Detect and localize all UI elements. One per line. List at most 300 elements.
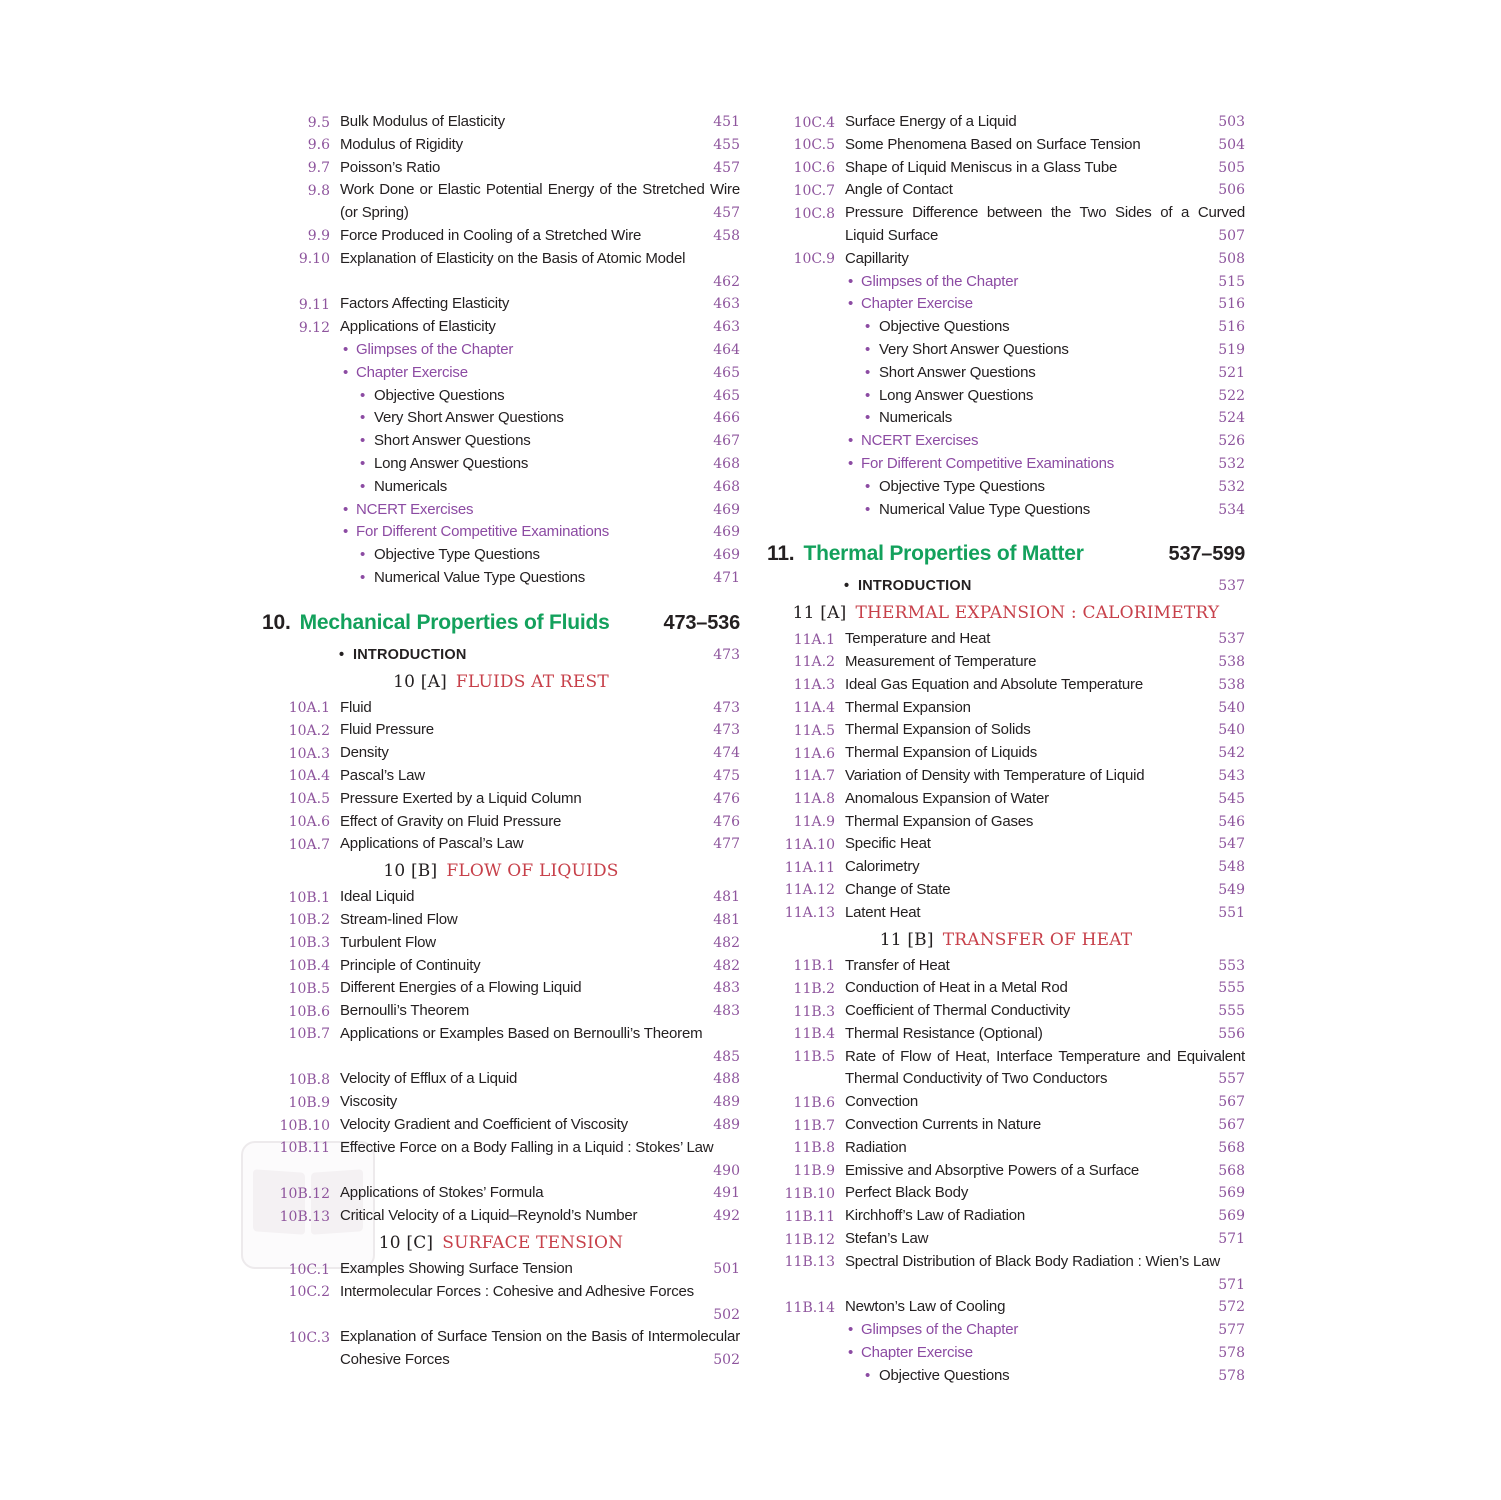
entry-page-number: 505 xyxy=(1218,159,1245,176)
entry-title: Effect of Gravity on Fluid Pressure 476 xyxy=(340,811,740,834)
entry-number: 10C.8 xyxy=(793,205,835,222)
entry-number: 11B.12 xyxy=(784,1231,835,1248)
entry-number: 9.5 xyxy=(307,114,330,131)
entry-page-number: 521 xyxy=(1218,364,1245,381)
entry-page-number: 457 xyxy=(713,205,740,222)
entry-title: Shape of Liquid Meniscus in a Glass Tube 505 xyxy=(845,157,1245,180)
entry-title: Perfect Black Body 569 xyxy=(845,1182,1245,1205)
entry-number: 11B.2 xyxy=(793,980,835,997)
entry-title: • Numericals 524 xyxy=(879,407,1245,430)
part-label: 10 [A] xyxy=(393,671,447,692)
entry-number: 9.12 xyxy=(298,319,330,336)
toc-entry xyxy=(767,1228,1245,1251)
entry-title: Thermal Resistance (Optional) 556 xyxy=(845,1023,1245,1046)
entry-page-number: 473 xyxy=(713,699,740,716)
entry-title: Rate of Flow of Heat, Interface Temperature and Equivalent Thermal Conductivity of Two Conductors 557 xyxy=(845,1046,1245,1092)
entry-number: 11A.6 xyxy=(793,745,835,762)
toc-entry xyxy=(767,1114,1245,1137)
toc-entry xyxy=(767,879,1245,902)
entry-page-number: 481 xyxy=(713,911,740,928)
entry-title: Thermal Expansion of Solids 540 xyxy=(845,719,1245,742)
entry-page-number: 555 xyxy=(1218,1003,1245,1020)
entry-title: • Short Answer Questions 521 xyxy=(879,362,1245,385)
entry-title: • Objective Questions 465 xyxy=(374,385,740,408)
toc-entry xyxy=(262,1182,740,1205)
entry-title: Conduction of Heat in a Metal Rod 555 xyxy=(845,977,1245,1000)
chapter-page-range: 537–599 xyxy=(1168,543,1245,566)
toc-entry xyxy=(262,1000,740,1023)
entry-page-number: 485 xyxy=(713,1048,740,1065)
entry-page-number: 504 xyxy=(1218,136,1245,153)
entry-title: Capillarity 508 xyxy=(845,248,1245,271)
entry-number: 9.8 xyxy=(307,182,330,199)
entry-title: • Glimpses of the Chapter 577 xyxy=(861,1319,1245,1342)
entry-title: Force Produced in Cooling of a Stretched Wire 458 xyxy=(340,225,740,248)
toc-entry xyxy=(767,651,1245,674)
part-label: 11 [B] xyxy=(879,929,934,950)
entry-number: 10C.5 xyxy=(793,137,835,154)
entry-title: • For Different Competitive Examinations 469 xyxy=(356,521,740,544)
entry-number: 11A.3 xyxy=(793,677,835,694)
entry-page-number: 567 xyxy=(1218,1117,1245,1134)
entry-title: Viscosity 489 xyxy=(340,1091,740,1114)
entry-page-number: 465 xyxy=(713,387,740,404)
entry-title: Explanation of Surface Tension on the Basis of Intermolecular Cohesive Forces 502 xyxy=(340,1326,740,1372)
entry-title: Bernoulli’s Theorem 483 xyxy=(340,1000,740,1023)
entry-number: 10C.4 xyxy=(793,114,835,131)
entry-page-number: 557 xyxy=(1218,1071,1245,1088)
entry-title: Surface Energy of a Liquid 503 xyxy=(845,111,1245,134)
entry-title: Anomalous Expansion of Water 545 xyxy=(845,788,1245,811)
toc-part-heading xyxy=(262,857,740,885)
entry-page-number: 508 xyxy=(1218,250,1245,267)
entry-page-number: 476 xyxy=(713,790,740,807)
entry-title: Measurement of Temperature 538 xyxy=(845,651,1245,674)
toc-chapter-heading xyxy=(767,539,1245,569)
entry-number: 9.11 xyxy=(298,296,330,313)
entry-page-number: 540 xyxy=(1218,699,1245,716)
entry-number: 10C.7 xyxy=(793,182,835,199)
part-title: FLOW OF LIQUIDS xyxy=(446,861,619,882)
entry-page-number: 567 xyxy=(1218,1094,1245,1111)
entry-page-number: 469 xyxy=(713,547,740,564)
entry-title: • Numerical Value Type Questions 534 xyxy=(879,499,1245,522)
toc-subbullet-item xyxy=(262,407,740,430)
toc-entry xyxy=(262,1258,740,1281)
entry-page-number: 462 xyxy=(713,273,740,290)
entry-page-number: 537 xyxy=(1218,578,1245,595)
entry-title: Velocity of Efflux of a Liquid 488 xyxy=(340,1068,740,1091)
entry-title: Applications or Examples Based on Bernoulli’s Theorem 485 xyxy=(340,1023,740,1069)
toc-entry xyxy=(262,316,740,339)
entry-page-number: 473 xyxy=(713,722,740,739)
entry-number: 9.9 xyxy=(307,228,330,245)
entry-number: 10A.5 xyxy=(288,791,330,808)
entry-page-number: 522 xyxy=(1218,387,1245,404)
entry-title: Applications of Elasticity 463 xyxy=(340,316,740,339)
entry-page-number: 538 xyxy=(1218,653,1245,670)
entry-title: • Numericals 468 xyxy=(374,476,740,499)
entry-page-number: 569 xyxy=(1218,1208,1245,1225)
entry-number: 11A.1 xyxy=(793,631,835,648)
entry-number: 11B.11 xyxy=(784,1208,835,1225)
entry-page-number: 571 xyxy=(1218,1231,1245,1248)
entry-number: 10A.6 xyxy=(288,814,330,831)
entry-page-number: 524 xyxy=(1218,410,1245,427)
entry-number: 9.10 xyxy=(298,251,330,268)
toc-entry xyxy=(767,719,1245,742)
toc-entry xyxy=(767,1160,1245,1183)
entry-page-number: 548 xyxy=(1218,859,1245,876)
toc-part-heading xyxy=(767,599,1245,627)
toc-part-heading xyxy=(262,1229,740,1257)
entry-title: Ideal Gas Equation and Absolute Temperature 538 xyxy=(845,674,1245,697)
toc-entry xyxy=(262,1023,740,1069)
entry-number: 10C.9 xyxy=(793,251,835,268)
toc-entry xyxy=(767,202,1245,248)
toc-subbullet-item xyxy=(262,476,740,499)
entry-title: • INTRODUCTION 473 xyxy=(353,644,740,667)
entry-title: • Very Short Answer Questions 519 xyxy=(879,339,1245,362)
toc-entry xyxy=(262,742,740,765)
entry-title: Pressure Difference between the Two Sides of a Curved Liquid Surface 507 xyxy=(845,202,1245,248)
toc-subbullet-item xyxy=(767,407,1245,430)
toc-entry xyxy=(767,697,1245,720)
chapter-title: Mechanical Properties of Fluids xyxy=(299,610,610,634)
entry-page-number: 516 xyxy=(1218,296,1245,313)
entry-page-number: 451 xyxy=(713,114,740,130)
entry-title: Latent Heat 551 xyxy=(845,902,1245,925)
entry-title: Principle of Continuity 482 xyxy=(340,955,740,978)
toc-entry xyxy=(767,1000,1245,1023)
entry-title: Velocity Gradient and Coefficient of Viscosity 489 xyxy=(340,1114,740,1137)
entry-number: 10B.12 xyxy=(279,1185,330,1202)
entry-page-number: 463 xyxy=(713,296,740,313)
entry-page-number: 572 xyxy=(1218,1299,1245,1316)
entry-title: • Chapter Exercise 465 xyxy=(356,362,740,385)
entry-title: Specific Heat 547 xyxy=(845,833,1245,856)
entry-page-number: 547 xyxy=(1218,836,1245,853)
entry-page-number: 532 xyxy=(1218,455,1245,472)
entry-title: • INTRODUCTION 537 xyxy=(858,575,1245,598)
entry-title: • Objective Questions 578 xyxy=(879,1365,1245,1388)
toc-entry xyxy=(767,248,1245,271)
toc-entry xyxy=(262,1326,740,1372)
toc-bullet-item xyxy=(767,1342,1245,1365)
entry-title: Fluid Pressure 473 xyxy=(340,719,740,742)
toc-entry xyxy=(262,1091,740,1114)
toc-entry xyxy=(262,765,740,788)
toc-entry xyxy=(262,1281,740,1327)
chapter-title: Thermal Properties of Matter xyxy=(803,542,1084,566)
entry-title: • Long Answer Questions 468 xyxy=(374,453,740,476)
entry-title: • Glimpses of the Chapter 464 xyxy=(356,339,740,362)
entry-page-number: 555 xyxy=(1218,980,1245,997)
entry-page-number: 568 xyxy=(1218,1139,1245,1156)
entry-number: 11A.4 xyxy=(793,700,835,717)
entry-page-number: 556 xyxy=(1218,1025,1245,1042)
toc-entry xyxy=(767,742,1245,765)
entry-title: Thermal Expansion of Liquids 542 xyxy=(845,742,1245,765)
entry-page-number: 490 xyxy=(713,1162,740,1179)
toc-entry xyxy=(767,1023,1245,1046)
entry-number: 9.6 xyxy=(307,137,330,154)
entry-title: Pressure Exerted by a Liquid Column 476 xyxy=(340,788,740,811)
toc-entry xyxy=(262,1205,740,1228)
entry-title: Kirchhoff’s Law of Radiation 569 xyxy=(845,1205,1245,1228)
toc-entry xyxy=(262,1137,740,1183)
entry-title: Work Done or Elastic Potential Energy of the Stretched Wire (or Spring) 457 xyxy=(340,179,740,225)
part-title: FLUIDS AT REST xyxy=(455,671,609,692)
entry-page-number: 502 xyxy=(713,1306,740,1323)
entry-number: 11B.8 xyxy=(793,1140,835,1157)
entry-title: Spectral Distribution of Black Body Radiation : Wien’s Law 571 xyxy=(845,1251,1245,1297)
entry-number: 10B.8 xyxy=(288,1071,330,1088)
toc-entry xyxy=(767,157,1245,180)
entry-page-number: 578 xyxy=(1218,1345,1245,1362)
entry-number: 10B.11 xyxy=(279,1140,330,1157)
entry-title: Bulk Modulus of Elasticity 451 xyxy=(340,111,740,134)
entry-title: Stream-lined Flow 481 xyxy=(340,909,740,932)
entry-title: Transfer of Heat 553 xyxy=(845,955,1245,978)
toc-bullet-item xyxy=(262,499,740,522)
toc-bullet-item xyxy=(767,430,1245,453)
entry-page-number: 502 xyxy=(713,1352,740,1369)
entry-page-number: 542 xyxy=(1218,745,1245,762)
toc-entry xyxy=(767,902,1245,925)
part-label: 10 [C] xyxy=(378,1233,434,1254)
entry-number: 10B.3 xyxy=(288,935,330,952)
toc-entry xyxy=(262,248,740,294)
entry-number: 10B.5 xyxy=(288,980,330,997)
entry-title: Thermal Expansion of Gases 546 xyxy=(845,811,1245,834)
entry-title: Newton’s Law of Cooling 572 xyxy=(845,1296,1245,1319)
entry-page-number: 468 xyxy=(713,478,740,495)
entry-title: Ideal Liquid 481 xyxy=(340,886,740,909)
entry-page-number: 515 xyxy=(1218,273,1245,290)
toc-entry xyxy=(767,955,1245,978)
chapter-number: 11. xyxy=(767,542,795,566)
entry-page-number: 549 xyxy=(1218,881,1245,898)
entry-number: 11A.2 xyxy=(793,654,835,671)
entry-number: 10C.3 xyxy=(288,1329,330,1346)
entry-page-number: 473 xyxy=(713,646,740,663)
entry-title: Explanation of Elasticity on the Basis of Atomic Model 462 xyxy=(340,248,740,294)
toc-bullet-item xyxy=(262,339,740,362)
entry-page-number: 464 xyxy=(713,341,740,358)
entry-title: Stefan’s Law 571 xyxy=(845,1228,1245,1251)
entry-title: • Chapter Exercise 578 xyxy=(861,1342,1245,1365)
entry-page-number: 546 xyxy=(1218,813,1245,830)
entry-page-number: 503 xyxy=(1218,114,1245,130)
entry-title: Convection 567 xyxy=(845,1091,1245,1114)
entry-page-number: 577 xyxy=(1218,1322,1245,1339)
toc-entry xyxy=(767,977,1245,1000)
entry-page-number: 571 xyxy=(1218,1276,1245,1293)
toc-entry xyxy=(767,788,1245,811)
entry-title: Emissive and Absorptive Powers of a Surface 568 xyxy=(845,1160,1245,1183)
entry-number: 11A.12 xyxy=(784,882,835,899)
toc-entry xyxy=(262,719,740,742)
entry-page-number: 551 xyxy=(1218,904,1245,921)
entry-page-number: 538 xyxy=(1218,676,1245,693)
entry-number: 11A.8 xyxy=(793,791,835,808)
entry-title: Poisson’s Ratio 457 xyxy=(340,157,740,180)
entry-title: Modulus of Rigidity 455 xyxy=(340,134,740,157)
entry-number: 11B.7 xyxy=(793,1117,835,1134)
toc-entry xyxy=(262,697,740,720)
entry-page-number: 466 xyxy=(713,410,740,427)
toc-column-right xyxy=(767,111,1245,1388)
entry-title: Coefficient of Thermal Conductivity 555 xyxy=(845,1000,1245,1023)
entry-number: 9.7 xyxy=(307,160,330,177)
entry-page-number: 467 xyxy=(713,433,740,450)
toc-entry xyxy=(262,111,740,134)
chapter-number: 10. xyxy=(262,610,291,634)
entry-title: Angle of Contact 506 xyxy=(845,179,1245,202)
entry-title: • Long Answer Questions 522 xyxy=(879,385,1245,408)
entry-title: • Very Short Answer Questions 466 xyxy=(374,407,740,430)
toc-bullet-item xyxy=(262,521,740,544)
entry-number: 10B.2 xyxy=(288,912,330,929)
toc-entry xyxy=(262,134,740,157)
toc-entry xyxy=(767,1091,1245,1114)
entry-number: 11B.14 xyxy=(784,1299,835,1316)
toc-subbullet-item xyxy=(767,316,1245,339)
entry-number: 10A.1 xyxy=(288,700,330,717)
toc-bullet-item xyxy=(767,1319,1245,1342)
entry-title: Thermal Expansion 540 xyxy=(845,697,1245,720)
entry-page-number: 506 xyxy=(1218,182,1245,199)
entry-number: 10B.4 xyxy=(288,958,330,974)
entry-title: Intermolecular Forces : Cohesive and Adhesive Forces 502 xyxy=(340,1281,740,1327)
toc-entry xyxy=(767,1205,1245,1228)
entry-title: Calorimetry 548 xyxy=(845,856,1245,879)
toc-subbullet-item xyxy=(767,339,1245,362)
toc-part-heading xyxy=(767,926,1245,954)
toc-entry xyxy=(767,111,1245,134)
entry-title: • Objective Type Questions 532 xyxy=(879,476,1245,499)
entry-title: Temperature and Heat 537 xyxy=(845,628,1245,651)
toc-subbullet-item xyxy=(262,385,740,408)
entry-title: Convection Currents in Nature 567 xyxy=(845,1114,1245,1137)
entry-page-number: 516 xyxy=(1218,319,1245,336)
entry-title: • NCERT Exercises 526 xyxy=(861,430,1245,453)
entry-number: 11A.7 xyxy=(793,768,835,785)
entry-number: 11A.11 xyxy=(784,859,835,876)
toc-entry xyxy=(262,293,740,316)
entry-title: • Short Answer Questions 467 xyxy=(374,430,740,453)
toc-entry xyxy=(767,1182,1245,1205)
toc-entry xyxy=(767,628,1245,651)
entry-page-number: 501 xyxy=(713,1261,740,1278)
part-title: SURFACE TENSION xyxy=(442,1233,624,1254)
entry-title: Turbulent Flow 482 xyxy=(340,932,740,955)
toc-subbullet-item xyxy=(262,544,740,567)
toc-introduction-item xyxy=(262,644,740,667)
entry-page-number: 492 xyxy=(713,1208,740,1225)
toc-subbullet-item xyxy=(262,567,740,590)
entry-number: 10B.13 xyxy=(279,1208,330,1225)
entry-number: 11B.9 xyxy=(793,1163,835,1180)
entry-page-number: 463 xyxy=(713,319,740,336)
entry-page-number: 489 xyxy=(713,1094,740,1111)
entry-title: Some Phenomena Based on Surface Tension 504 xyxy=(845,134,1245,157)
toc-entry xyxy=(767,674,1245,697)
entry-page-number: 474 xyxy=(713,745,740,762)
toc-bullet-item xyxy=(767,271,1245,294)
toc-entry xyxy=(262,788,740,811)
toc-subbullet-item xyxy=(262,430,740,453)
entry-title: Critical Velocity of a Liquid–Reynold’s Number 492 xyxy=(340,1205,740,1228)
toc-entry xyxy=(262,909,740,932)
entry-page-number: 545 xyxy=(1218,790,1245,807)
entry-number: 11A.9 xyxy=(793,814,835,831)
entry-number: 11B.4 xyxy=(793,1026,835,1043)
entry-number: 11B.3 xyxy=(793,1003,835,1020)
entry-title: • For Different Competitive Examinations 532 xyxy=(861,453,1245,476)
part-title: THERMAL EXPANSION : CALORIMETRY xyxy=(855,603,1220,624)
toc-entry xyxy=(262,157,740,180)
entry-title: Factors Affecting Elasticity 463 xyxy=(340,293,740,316)
toc-subbullet-item xyxy=(767,385,1245,408)
entry-page-number: 568 xyxy=(1218,1162,1245,1179)
entry-page-number: 475 xyxy=(713,767,740,784)
entry-page-number: 507 xyxy=(1218,227,1245,244)
toc-subbullet-item xyxy=(767,476,1245,499)
entry-page-number: 569 xyxy=(1218,1185,1245,1202)
part-label: 10 [B] xyxy=(383,861,438,882)
entry-page-number: 553 xyxy=(1218,957,1245,974)
entry-number: 10A.4 xyxy=(288,768,330,785)
entry-page-number: 457 xyxy=(713,159,740,176)
part-label: 11 [A] xyxy=(792,603,847,624)
toc-chapter-heading xyxy=(262,608,740,638)
entry-number: 10A.2 xyxy=(288,722,330,739)
entry-title: Density 474 xyxy=(340,742,740,765)
toc-entry xyxy=(767,765,1245,788)
entry-page-number: 477 xyxy=(713,836,740,853)
entry-number: 10B.10 xyxy=(279,1117,330,1134)
toc-entry xyxy=(262,886,740,909)
entry-page-number: 483 xyxy=(713,980,740,997)
entry-number: 10B.6 xyxy=(288,1003,330,1020)
toc-entry xyxy=(767,179,1245,202)
toc-entry xyxy=(262,811,740,834)
entry-title: Different Energies of a Flowing Liquid 483 xyxy=(340,977,740,1000)
toc-entry xyxy=(767,1046,1245,1092)
toc-entry xyxy=(262,225,740,248)
toc-entry xyxy=(262,932,740,955)
entry-page-number: 532 xyxy=(1218,478,1245,495)
toc-column-left xyxy=(262,111,740,1372)
entry-page-number: 469 xyxy=(713,524,740,541)
entry-number: 11B.1 xyxy=(793,958,835,974)
toc-bullet-item xyxy=(767,293,1245,316)
entry-page-number: 458 xyxy=(713,227,740,244)
entry-page-number: 476 xyxy=(713,813,740,830)
toc-entry xyxy=(262,833,740,856)
entry-title: Fluid 473 xyxy=(340,697,740,720)
toc-entry xyxy=(767,811,1245,834)
toc-entry xyxy=(767,856,1245,879)
entry-title: Examples Showing Surface Tension 501 xyxy=(340,1258,740,1281)
toc-subbullet-item xyxy=(767,362,1245,385)
entry-title: • Glimpses of the Chapter 515 xyxy=(861,271,1245,294)
toc-entry xyxy=(767,1137,1245,1160)
toc-entry xyxy=(767,1251,1245,1297)
entry-number: 10C.6 xyxy=(793,160,835,177)
